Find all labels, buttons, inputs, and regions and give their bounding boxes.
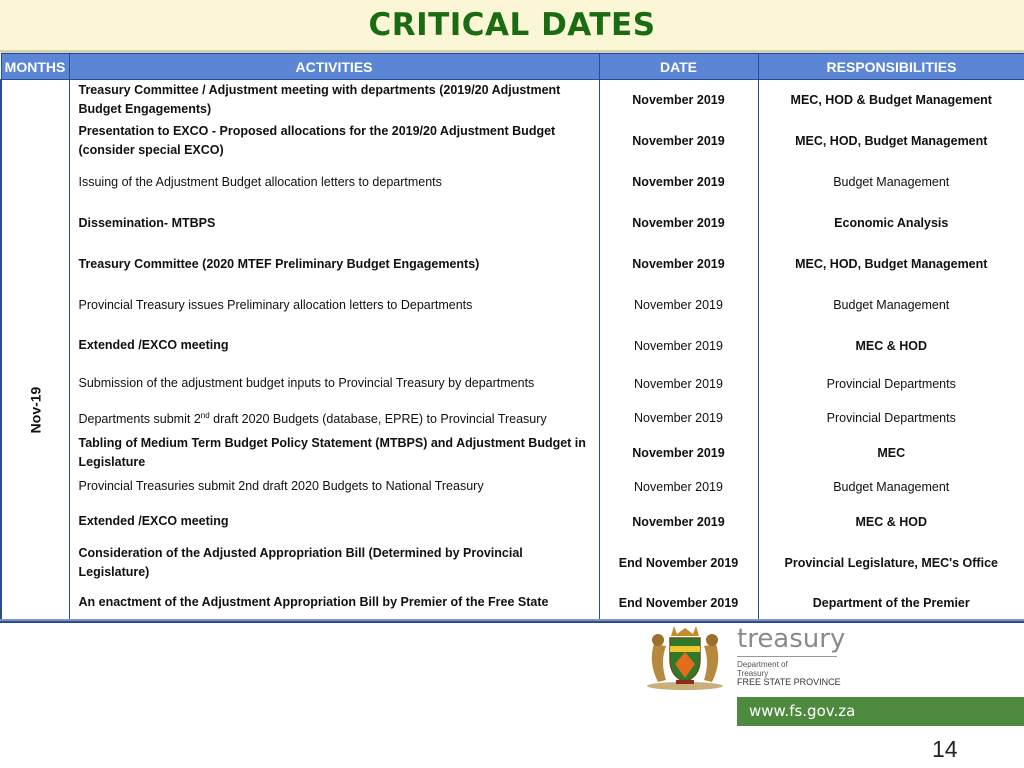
activity-cell: Extended /EXCO meeting (69, 326, 599, 366)
responsibility-cell: Budget Management (758, 285, 1024, 326)
date-cell: November 2019 (599, 326, 758, 366)
website-bar (737, 697, 1024, 726)
table-row (1, 121, 1024, 162)
page-number: 14 (932, 736, 958, 762)
brand-sub-line-2: Treasury (737, 669, 769, 678)
date-cell: November 2019 (599, 162, 758, 203)
table-row (1, 434, 1024, 472)
table-row (1, 502, 1024, 542)
activity-cell: Dissemination- MTBPS (69, 203, 599, 244)
table-row (1, 244, 1024, 285)
brand-underline (737, 656, 837, 657)
activity-cell: Treasury Committee / Adjustment meeting with departments (2019/20 Adjustment Budget Engagements) (69, 80, 599, 121)
responsibility-cell: MEC, HOD, Budget Management (758, 244, 1024, 285)
date-cell: End November 2019 (599, 542, 758, 585)
title-bar (0, 0, 1024, 52)
table-row (1, 366, 1024, 402)
activity-cell (69, 402, 599, 434)
table-row (1, 326, 1024, 366)
activity-cell: Extended /EXCO meeting (69, 502, 599, 542)
table-row (1, 80, 1024, 121)
header-date: DATE (599, 54, 758, 80)
activity-cell: Provincial Treasury issues Preliminary allocation letters to Departments (69, 285, 599, 326)
table-row (1, 585, 1024, 622)
responsibility-cell: Department of the Premier (758, 585, 1024, 622)
responsibility-cell: MEC & HOD (758, 502, 1024, 542)
activity-text-end: draft 2020 Budgets (database, EPRE) to Provincial Treasury (209, 412, 547, 427)
activity-cell: Submission of the adjustment budget inputs to Provincial Treasury by departments (69, 366, 599, 402)
activity-cell: Issuing of the Adjustment Budget allocation letters to departments (69, 162, 599, 203)
date-cell: November 2019 (599, 472, 758, 502)
responsibility-cell: MEC (758, 434, 1024, 472)
month-label: Nov-19 (27, 386, 44, 434)
table-row (1, 402, 1024, 434)
responsibility-cell: Provincial Departments (758, 402, 1024, 434)
month-cell (1, 80, 69, 622)
activity-cell: Treasury Committee (2020 MTEF Preliminary Budget Engagements) (69, 244, 599, 285)
table-row (1, 472, 1024, 502)
header-months: MONTHS (1, 54, 69, 80)
website-url[interactable]: www.fs.gov.za (749, 702, 856, 720)
date-cell: November 2019 (599, 203, 758, 244)
date-cell: November 2019 (599, 366, 758, 402)
date-cell: November 2019 (599, 121, 758, 162)
activity-cell: Presentation to EXCO - Proposed allocations for the 2019/20 Adjustment Budget (consider special EXCO) (69, 121, 599, 162)
brand-name: treasury (737, 624, 846, 654)
date-cell: End November 2019 (599, 585, 758, 622)
free-state-coat-of-arms-icon (640, 622, 730, 692)
header-activities: ACTIVITIES (69, 54, 599, 80)
date-cell: November 2019 (599, 402, 758, 434)
table-row (1, 542, 1024, 585)
footer-divider (0, 619, 1024, 621)
responsibility-cell: Budget Management (758, 472, 1024, 502)
header-responsibilities: RESPONSIBILITIES (758, 54, 1024, 80)
activity-cell: Consideration of the Adjusted Appropriation Bill (Determined by Provincial Legislature) (69, 542, 599, 585)
responsibility-cell: MEC & HOD (758, 326, 1024, 366)
brand-subtitle (737, 660, 841, 687)
table-row (1, 285, 1024, 326)
brand-sub-line-3: FREE STATE PROVINCE (737, 677, 841, 687)
responsibility-cell: MEC, HOD & Budget Management (758, 80, 1024, 121)
activity-text-start: Departments submit 2 (78, 412, 201, 427)
date-cell: November 2019 (599, 434, 758, 472)
responsibility-cell: MEC, HOD, Budget Management (758, 121, 1024, 162)
activity-cell: An enactment of the Adjustment Appropriation Bill by Premier of the Free State (69, 585, 599, 622)
critical-dates-table (0, 53, 1024, 623)
date-cell: November 2019 (599, 244, 758, 285)
responsibility-cell: Economic Analysis (758, 203, 1024, 244)
responsibility-cell: Budget Management (758, 162, 1024, 203)
brand-sub-line-1: Department of (737, 660, 788, 669)
date-cell: November 2019 (599, 285, 758, 326)
responsibility-cell: Provincial Departments (758, 366, 1024, 402)
table-row (1, 162, 1024, 203)
table-header-row (1, 54, 1024, 80)
activity-cell: Tabling of Medium Term Budget Policy Statement (MTBPS) and Adjustment Budget in Legislature (69, 434, 599, 472)
responsibility-cell: Provincial Legislature, MEC's Office (758, 542, 1024, 585)
page-title: CRITICAL DATES (368, 7, 656, 43)
ordinal-suffix: nd (200, 410, 210, 420)
table-row (1, 203, 1024, 244)
date-cell: November 2019 (599, 502, 758, 542)
date-cell: November 2019 (599, 80, 758, 121)
activity-cell: Provincial Treasuries submit 2nd draft 2020 Budgets to National Treasury (69, 472, 599, 502)
